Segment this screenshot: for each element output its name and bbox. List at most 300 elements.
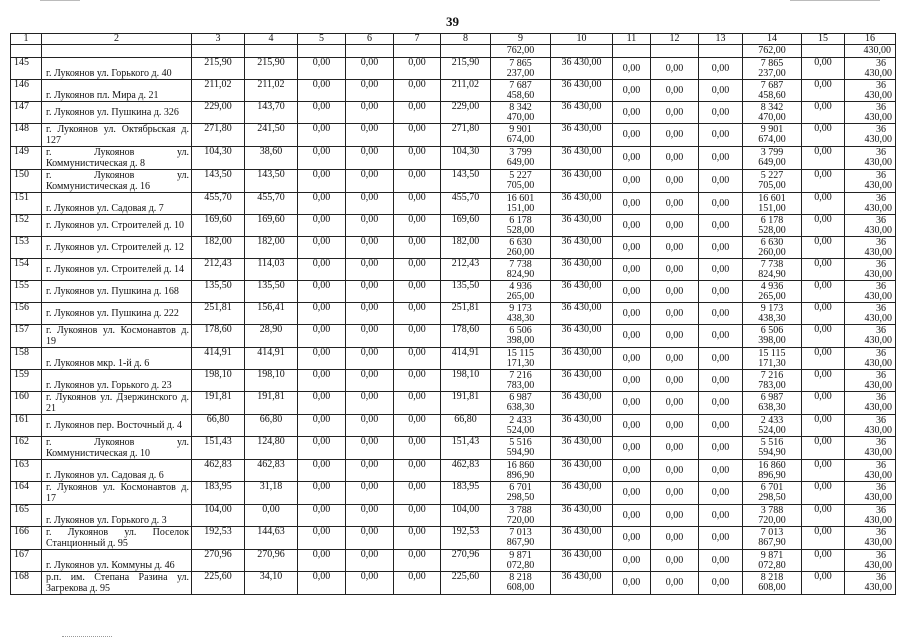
cell-c12: 0,00 [651, 193, 699, 215]
cell-rate: 36 430,00 [551, 437, 613, 460]
cell-area-3: 0,00 [298, 437, 346, 460]
cell-area-total: 270,96 [192, 550, 245, 572]
table-row [11, 259, 896, 281]
cell-c12: 0,00 [651, 527, 699, 550]
col-header: 3 [192, 34, 245, 45]
cell-unit-cost-line1: 36 [876, 505, 886, 516]
address-cell: г. Лукоянов ул. Пушкина д. 168 [42, 281, 192, 303]
row-number: 145 [11, 58, 42, 80]
cell-area-5: 0,00 [394, 303, 441, 325]
cell-c12: 0,00 [651, 102, 699, 124]
cell-area-total: 169,60 [192, 215, 245, 237]
cell-c11: 0,00 [613, 527, 651, 550]
cell-c13: 0,00 [699, 348, 743, 370]
cell-area-2: 462,83 [245, 460, 298, 482]
row-number: 154 [11, 259, 42, 281]
cell-c11: 0,00 [613, 460, 651, 482]
cell-unit-cost [845, 102, 896, 124]
cell-area-6: 229,00 [441, 102, 491, 124]
cell-total-cost-2-line1: 5 227 [760, 170, 784, 181]
cell-area-5: 0,00 [394, 147, 441, 170]
cell-area-4: 0,00 [346, 124, 394, 147]
address-cell: г. Лукоянов ул. Коммунистическая д. 8 [42, 147, 192, 170]
cell-unit-cost-line2: 430,00 [864, 402, 892, 413]
cell-total-cost-2-line2: 072,80 [758, 560, 786, 571]
table-row [11, 147, 896, 170]
row-number: 162 [11, 437, 42, 460]
cell-area-6: 414,91 [441, 348, 491, 370]
cell-total-cost-line2: 594,90 [506, 447, 535, 458]
cell-total-cost-2-line1: 5 516 [760, 437, 784, 448]
cell-total-cost-2 [743, 325, 802, 348]
cell-area-5: 0,00 [394, 527, 441, 550]
cell-c13: 0,00 [699, 303, 743, 325]
footer-mark [62, 636, 112, 637]
cell-unit-cost [845, 482, 896, 505]
cell-total-cost-2-line2: 298,50 [758, 492, 786, 503]
row-number: 159 [11, 370, 42, 392]
cell-c11: 0,00 [613, 348, 651, 370]
cell-total-cost-2 [743, 58, 802, 80]
cell-c15: 0,00 [802, 527, 845, 550]
cell-area-5: 0,00 [394, 505, 441, 527]
cell-rate: 36 430,00 [551, 527, 613, 550]
table-row [11, 281, 896, 303]
cell-total-cost-line1: 6 630 [509, 237, 532, 248]
cell-total-cost-line1: 15 115 [506, 348, 535, 359]
cell-area-total: 271,80 [192, 124, 245, 147]
cell-c13: 0,00 [699, 80, 743, 102]
address-cell: г. Лукоянов пл. Мира д. 21 [42, 80, 192, 102]
cell-area-3: 0,00 [298, 505, 346, 527]
address-cell: г. Лукоянов ул. Октябрьская д. 127 [42, 124, 192, 147]
cell-unit-cost [845, 572, 896, 595]
cell-total-cost-2 [743, 550, 802, 572]
cell-area-3: 0,00 [298, 348, 346, 370]
cell-total-cost-2-line1: 9 871 [760, 550, 784, 561]
cell-area-3: 0,00 [298, 80, 346, 102]
cell-area-5: 0,00 [394, 259, 441, 281]
cell-c12: 0,00 [651, 415, 699, 437]
cell-area-total: 104,00 [192, 505, 245, 527]
cell-area-6: 225,60 [441, 572, 491, 595]
cell-total-cost-2-line2: 151,00 [758, 203, 786, 214]
table-row [11, 505, 896, 527]
cell-unit-cost-line1: 36 [876, 550, 886, 561]
cell-total-cost [491, 147, 551, 170]
cell-rate: 36 430,00 [551, 102, 613, 124]
cell-c15: 0,00 [802, 80, 845, 102]
col-header: 6 [346, 34, 394, 45]
cell-area-6: 455,70 [441, 193, 491, 215]
address-cell: г. Лукоянов ул. Садовая д. 6 [42, 460, 192, 482]
cell-area-total: 104,30 [192, 147, 245, 170]
cell-total-cost [491, 170, 551, 193]
col-header: 5 [298, 34, 346, 45]
cell-total-cost-line1: 7 865 [509, 58, 532, 69]
cell-total-cost-2 [743, 460, 802, 482]
cell-unit-cost-line2: 430,00 [864, 515, 892, 526]
cell-unit-cost [845, 170, 896, 193]
cell-area-3: 0,00 [298, 370, 346, 392]
cell-area-2: 455,70 [245, 193, 298, 215]
address-cell: г. Лукоянов ул. Космонавтов д. 19 [42, 325, 192, 348]
cell-total-cost-line1: 7 216 [509, 370, 532, 381]
col-header: 4 [245, 34, 298, 45]
cell-unit-cost-line2: 430,00 [864, 582, 892, 593]
cell-c11: 0,00 [613, 482, 651, 505]
cell-total-cost-line1: 6 987 [509, 392, 532, 403]
col-header: 15 [802, 34, 845, 45]
cell-area-5: 0,00 [394, 80, 441, 102]
cell-area-2: 182,00 [245, 237, 298, 259]
cell-area-total: 66,80 [192, 415, 245, 437]
col-header: 16 [845, 34, 896, 45]
cell-area-3: 0,00 [298, 415, 346, 437]
cell-area-6: 198,10 [441, 370, 491, 392]
cell-area-5: 0,00 [394, 572, 441, 595]
cell-area-6: 212,43 [441, 259, 491, 281]
cell-total-cost-2 [743, 303, 802, 325]
cell-c12: 0,00 [651, 392, 699, 415]
cell-area-5: 0,00 [394, 437, 441, 460]
cell-area-4: 0,00 [346, 392, 394, 415]
cell-c13: 0,00 [699, 124, 743, 147]
cell-total-cost-2 [743, 170, 802, 193]
cell-c11: 0,00 [613, 259, 651, 281]
cell-total-cost-line2: 824,90 [506, 269, 535, 280]
cell-c15: 0,00 [802, 124, 845, 147]
cell-total-cost-2 [743, 147, 802, 170]
table-row [11, 124, 896, 147]
address-cell: г. Лукоянов мкр. 1-й д. 6 [42, 348, 192, 370]
table-row [11, 527, 896, 550]
cell-area-5: 0,00 [394, 325, 441, 348]
cell-c13: 0,00 [699, 460, 743, 482]
cell-rate: 36 430,00 [551, 215, 613, 237]
cell-total-cost-line2: 237,00 [506, 68, 535, 79]
cell-c12: 0,00 [651, 550, 699, 572]
cell-area-total: 414,91 [192, 348, 245, 370]
cell-area-6: 169,60 [441, 215, 491, 237]
cell-total-cost-2-line1: 7 013 [760, 527, 784, 538]
cell-c11: 0,00 [613, 437, 651, 460]
cell-c13: 0,00 [699, 193, 743, 215]
cell-area-2: 414,91 [245, 348, 298, 370]
cell-unit-cost-line2: 430,00 [864, 269, 892, 280]
cell-total-cost-line1: 2 433 [509, 415, 532, 426]
cell-total-cost [491, 482, 551, 505]
cell-c11: 0,00 [613, 370, 651, 392]
cell-unit-cost-line2: 430,00 [864, 447, 892, 458]
cell-area-5: 0,00 [394, 370, 441, 392]
address-cell: г. Лукоянов пер. Восточный д. 4 [42, 415, 192, 437]
cell-area-5: 0,00 [394, 193, 441, 215]
cell-unit-cost [845, 259, 896, 281]
cell-c15: 0,00 [802, 102, 845, 124]
address-cell: г. Лукоянов ул. Горького д. 23 [42, 370, 192, 392]
cell-unit-cost [845, 370, 896, 392]
cell-total-cost [491, 237, 551, 259]
cell-area-5: 0,00 [394, 215, 441, 237]
cell-c15: 0,00 [802, 460, 845, 482]
table-row [11, 325, 896, 348]
cell-area-total: 211,02 [192, 80, 245, 102]
cell-area-5: 0,00 [394, 281, 441, 303]
cell-total-cost [491, 437, 551, 460]
cell-total-cost-line2: 398,00 [506, 335, 535, 346]
cell-c15: 0,00 [802, 170, 845, 193]
cell-area-3: 0,00 [298, 170, 346, 193]
cell-c13: 0,00 [699, 102, 743, 124]
col-header: 10 [551, 34, 613, 45]
cell-total-cost-2-line1: 2 433 [760, 415, 784, 426]
cell-total-cost-line2: 674,00 [506, 134, 535, 145]
cell-total-cost-2-line1: 6 178 [760, 215, 784, 226]
cell-area-2: 169,60 [245, 215, 298, 237]
cell-unit-cost-line2: 430,00 [864, 68, 892, 79]
cell-area-5: 0,00 [394, 348, 441, 370]
cell-unit-cost-line1: 36 [876, 392, 886, 403]
address-cell: г. Лукоянов ул. Поселок Станционный д. 95 [42, 527, 192, 550]
cell-total-cost-line2: 705,00 [506, 180, 535, 191]
cell-rate: 36 430,00 [551, 415, 613, 437]
cell-total-cost-2-line2: 260,00 [758, 247, 786, 258]
cell-area-6: 462,83 [441, 460, 491, 482]
table-row [11, 392, 896, 415]
cell-c11: 0,00 [613, 124, 651, 147]
cell-unit-cost-line2: 430,00 [864, 90, 892, 101]
cell-c13: 0,00 [699, 527, 743, 550]
cell-unit-cost [845, 215, 896, 237]
cell-c11: 0,00 [613, 303, 651, 325]
row-number: 156 [11, 303, 42, 325]
cell-total-cost-line1: 3 799 [509, 147, 532, 158]
cell-total-cost-2-line1: 6 630 [760, 237, 784, 248]
row-number: 168 [11, 572, 42, 595]
table-row [11, 102, 896, 124]
cell-total-cost-2 [743, 348, 802, 370]
cell-total-cost-line1: 6 178 [509, 215, 532, 226]
cell-c13: 0,00 [699, 237, 743, 259]
cell-total-cost [491, 259, 551, 281]
cell-area-4: 0,00 [346, 325, 394, 348]
row-number: 151 [11, 193, 42, 215]
cell-area-3: 0,00 [298, 193, 346, 215]
cell-unit-cost-line1: 36 [876, 259, 886, 270]
cell-unit-cost-line1: 36 [876, 527, 886, 538]
cell-total-cost-2-line1: 8 342 [760, 102, 784, 113]
row-number: 164 [11, 482, 42, 505]
cell-c12: 0,00 [651, 572, 699, 595]
cell-total-cost-2-line2: 783,00 [758, 380, 786, 391]
cell-total-cost-2-line2: 867,90 [758, 537, 786, 548]
cell-total-cost-line2: 265,00 [506, 291, 535, 302]
cell-total-cost-2: 762,00 [743, 45, 802, 58]
cell-unit-cost [845, 550, 896, 572]
cell-rate: 36 430,00 [551, 460, 613, 482]
cell-area-4: 0,00 [346, 259, 394, 281]
col-header: 9 [491, 34, 551, 45]
cell-area-total: 143,50 [192, 170, 245, 193]
cell-c12: 0,00 [651, 237, 699, 259]
table-row [11, 237, 896, 259]
col-header: 14 [743, 34, 802, 45]
cell-c11: 0,00 [613, 193, 651, 215]
cell-area-6: 104,30 [441, 147, 491, 170]
cell-area-2: 124,80 [245, 437, 298, 460]
table-row [11, 80, 896, 102]
col-header: 11 [613, 34, 651, 45]
cell-total-cost [491, 527, 551, 550]
cell-rate: 36 430,00 [551, 259, 613, 281]
table-row [11, 550, 896, 572]
cell-area-4: 0,00 [346, 303, 394, 325]
row-number: 167 [11, 550, 42, 572]
cell-area-3: 0,00 [298, 460, 346, 482]
cell-unit-cost [845, 58, 896, 80]
cell-unit-cost-line2: 430,00 [864, 492, 892, 503]
cell-rate: 36 430,00 [551, 348, 613, 370]
cell-unit-cost-line1: 36 [876, 80, 886, 91]
cell-area-2: 215,90 [245, 58, 298, 80]
cell-total-cost [491, 215, 551, 237]
cell-total-cost-2 [743, 392, 802, 415]
housing-table [10, 33, 896, 595]
cell-total-cost-2-line2: 638,30 [758, 402, 786, 413]
cell-area-6: 178,60 [441, 325, 491, 348]
cell-unit-cost-line1: 36 [876, 348, 886, 359]
row-number: 157 [11, 325, 42, 348]
cell-rate: 36 430,00 [551, 572, 613, 595]
cell-area-4: 0,00 [346, 215, 394, 237]
cell-total-cost-line2: 608,00 [506, 582, 535, 593]
cell-total-cost-line1: 6 701 [509, 482, 532, 493]
cell-c15: 0,00 [802, 281, 845, 303]
cell-unit-cost-line1: 36 [876, 215, 886, 226]
cell-unit-cost-line1: 36 [876, 102, 886, 113]
cell-area-2: 156,41 [245, 303, 298, 325]
cell-total-cost-2 [743, 80, 802, 102]
cell-c15: 0,00 [802, 370, 845, 392]
cell-area-total: 182,00 [192, 237, 245, 259]
cell-unit-cost-line2: 430,00 [864, 157, 892, 168]
cell-c12: 0,00 [651, 370, 699, 392]
cell-total-cost-2-line2: 528,00 [758, 225, 786, 236]
cell-total-cost-line2: 458,60 [506, 90, 535, 101]
cell-area-6: 182,00 [441, 237, 491, 259]
cell-total-cost-2 [743, 259, 802, 281]
cell-c13: 0,00 [699, 370, 743, 392]
cell-area-4: 0,00 [346, 437, 394, 460]
cell-area-3: 0,00 [298, 147, 346, 170]
cell-area-4: 0,00 [346, 527, 394, 550]
cell-total-cost-2-line2: 674,00 [758, 134, 786, 145]
cell-rate: 36 430,00 [551, 505, 613, 527]
cell-c13: 0,00 [699, 415, 743, 437]
cell-c11: 0,00 [613, 237, 651, 259]
address-cell: г. Лукоянов ул. Космонавтов д. 17 [42, 482, 192, 505]
cell-c15: 0,00 [802, 193, 845, 215]
cell-c12: 0,00 [651, 80, 699, 102]
cell-unit-cost-line1: 36 [876, 572, 886, 583]
cell-total-cost-2 [743, 102, 802, 124]
address-cell: г. Лукоянов ул. Пушкина д. 222 [42, 303, 192, 325]
cell-area-3: 0,00 [298, 58, 346, 80]
cell-total-cost-line1: 7 013 [509, 527, 532, 538]
cell-c15: 0,00 [802, 392, 845, 415]
cell-area-3: 0,00 [298, 281, 346, 303]
cell-total-cost-2 [743, 505, 802, 527]
cell-total-cost-2 [743, 281, 802, 303]
cell-total-cost-line1: 16 860 [506, 460, 535, 471]
cell-c11: 0,00 [613, 325, 651, 348]
cell-area-2: 270,96 [245, 550, 298, 572]
top-edge-mark [790, 0, 880, 4]
cell-rate: 36 430,00 [551, 392, 613, 415]
cell-total-cost-2 [743, 527, 802, 550]
cell-area-4: 0,00 [346, 170, 394, 193]
cell-area-total: 229,00 [192, 102, 245, 124]
table-row [11, 415, 896, 437]
cell-rate: 36 430,00 [551, 303, 613, 325]
cell-c13: 0,00 [699, 505, 743, 527]
address-cell: г. Лукоянов ул. Коммуны д. 46 [42, 550, 192, 572]
row-number: 146 [11, 80, 42, 102]
cell-total-cost-2-line1: 6 506 [760, 325, 784, 336]
col-header: 8 [441, 34, 491, 45]
cell-total-cost-2-line1: 3 799 [760, 147, 784, 158]
cell-area-2: 143,70 [245, 102, 298, 124]
cell-unit-cost [845, 527, 896, 550]
cell-area-5: 0,00 [394, 58, 441, 80]
cell-area-total: 178,60 [192, 325, 245, 348]
cell-total-cost-2-line1: 3 788 [760, 505, 784, 516]
cell-unit-cost-line1: 36 [876, 124, 886, 135]
cell-area-4: 0,00 [346, 102, 394, 124]
cell-total-cost [491, 572, 551, 595]
cell-c11: 0,00 [613, 281, 651, 303]
cell-c15: 0,00 [802, 303, 845, 325]
cell-area-2: 241,50 [245, 124, 298, 147]
cell-total-cost-2-line1: 16 860 [758, 460, 786, 471]
address-cell: г. Лукоянов ул. Коммунистическая д. 10 [42, 437, 192, 460]
cell-unit-cost-line1: 36 [876, 281, 886, 292]
cell-area-3: 0,00 [298, 237, 346, 259]
cell-unit-cost [845, 325, 896, 348]
cell-total-cost [491, 325, 551, 348]
col-header: 2 [42, 34, 192, 45]
cell-unit-cost [845, 124, 896, 147]
cell-c13: 0,00 [699, 482, 743, 505]
cell-total-cost-line1: 5 227 [509, 170, 532, 181]
cell-total-cost-2 [743, 370, 802, 392]
cell-area-total: 192,53 [192, 527, 245, 550]
cell-area-2: 114,03 [245, 259, 298, 281]
cell-area-2: 143,50 [245, 170, 298, 193]
cell-total-cost [491, 348, 551, 370]
cell-area-total: 212,43 [192, 259, 245, 281]
cell-area-5: 0,00 [394, 550, 441, 572]
cell-c15: 0,00 [802, 482, 845, 505]
cell-total-cost-line2: 171,30 [506, 358, 535, 369]
cell-area-6: 270,96 [441, 550, 491, 572]
cell-c11: 0,00 [613, 80, 651, 102]
cell-total-cost-2 [743, 193, 802, 215]
cell-c13: 0,00 [699, 437, 743, 460]
cell-unit-cost [845, 505, 896, 527]
cell-total-cost-line2: 720,00 [506, 515, 535, 526]
